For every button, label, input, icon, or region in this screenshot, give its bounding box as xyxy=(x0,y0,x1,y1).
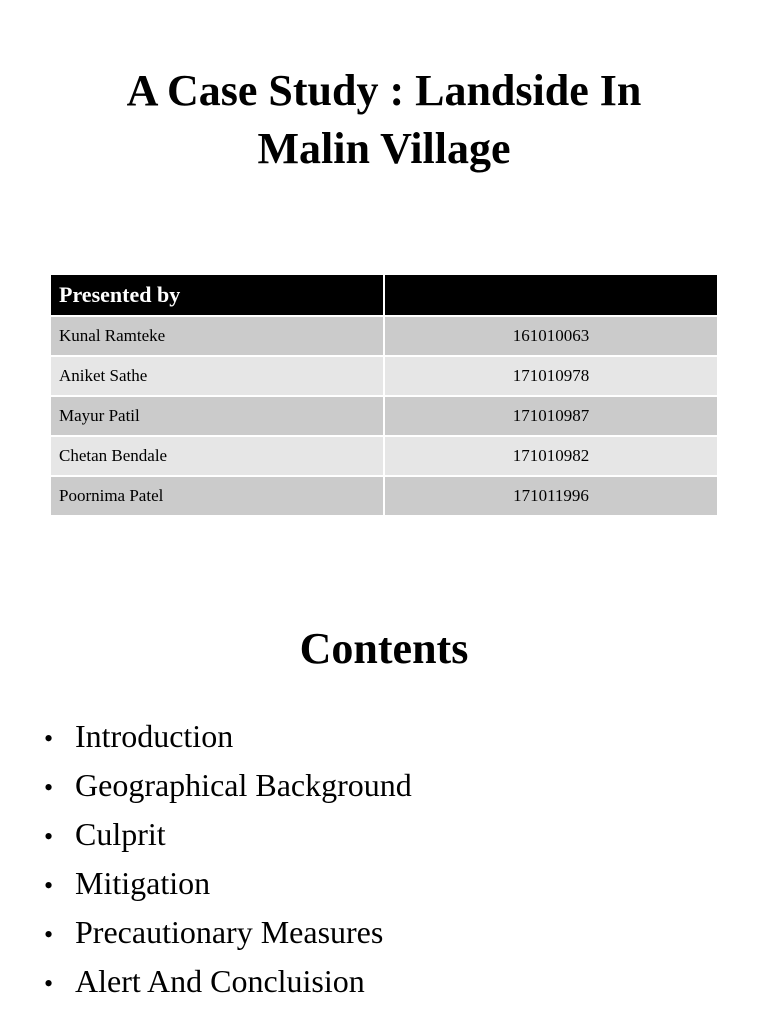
list-item xyxy=(44,761,412,810)
presenter-name: Mayur Patil xyxy=(51,396,384,436)
list-item xyxy=(44,810,412,859)
list-item xyxy=(44,908,412,957)
presenter-id: 171010987 xyxy=(384,396,717,436)
presenters-header-id xyxy=(384,275,717,316)
presenters-table xyxy=(51,275,717,517)
table-row xyxy=(51,316,717,356)
presenter-id: 171010978 xyxy=(384,356,717,396)
presenter-id: 171010982 xyxy=(384,436,717,476)
bullet-icon: • xyxy=(44,920,54,949)
list-item xyxy=(44,957,412,1006)
contents-heading: Contents xyxy=(299,624,469,673)
presenter-name: Poornima Patel xyxy=(51,476,384,516)
table-row xyxy=(51,476,717,516)
bullet-icon: • xyxy=(44,773,54,802)
list-item xyxy=(44,859,412,908)
table-row xyxy=(51,396,717,436)
list-item-label: Precautionary Measures xyxy=(75,914,384,950)
contents-list xyxy=(44,712,412,1006)
list-item-label: Introduction xyxy=(75,718,234,754)
list-item-label: Alert And Concluision xyxy=(75,963,365,999)
list-item-label: Geographical Background xyxy=(75,767,412,803)
bullet-icon: • xyxy=(44,969,54,998)
slide-title-line-2: Malin Village xyxy=(257,124,511,173)
list-item-label: Mitigation xyxy=(75,865,211,901)
presenters-header-label: Presented by xyxy=(51,275,384,316)
presenter-id: 161010063 xyxy=(384,316,717,356)
slide-title xyxy=(0,62,768,178)
bullet-icon: • xyxy=(44,871,54,900)
presenters-table-header-row xyxy=(51,275,717,316)
table-row xyxy=(51,436,717,476)
bullet-icon: • xyxy=(44,724,54,753)
table-row xyxy=(51,356,717,396)
presenter-name: Aniket Sathe xyxy=(51,356,384,396)
presenter-name: Kunal Ramteke xyxy=(51,316,384,356)
list-item-label: Culprit xyxy=(75,816,166,852)
presenter-id: 171011996 xyxy=(384,476,717,516)
list-item xyxy=(44,712,412,761)
slide-title-line-1: A Case Study : Landside In xyxy=(126,66,642,115)
presenter-name: Chetan Bendale xyxy=(51,436,384,476)
bullet-icon: • xyxy=(44,822,54,851)
